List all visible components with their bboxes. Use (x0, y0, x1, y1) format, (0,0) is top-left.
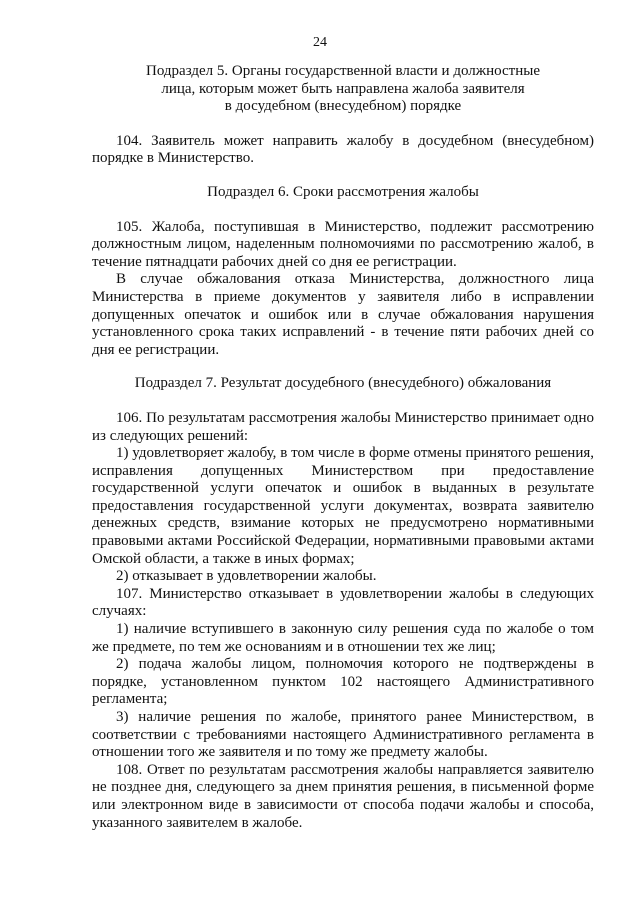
document-body (92, 63, 594, 832)
paragraph-105-appeal: В случае обжалования отказа Министерства, должностного лица Министерства в приеме документов у заявителя либо в исправлении допущенных опечаток и ошибок или в случае обжалования нарушения установленного срока таких исправлений - в течение пяти рабочих дней со дня ее регистрации. (92, 271, 594, 358)
subsection-5-heading: Подраздел 5. Органы государственной власти и должностные лица, которым может быть направлена жалоба заявителя в досудебном (внесудебном) порядке (146, 63, 540, 115)
paragraph-107: 107. Министерство отказывает в удовлетворении жалобы в следующих случаях: (92, 585, 594, 620)
subsection-6-heading: Подраздел 6. Сроки рассмотрения жалобы (207, 183, 479, 200)
paragraph-104: 104. Заявитель может направить жалобу в досудебном (внесудебном) порядке в Министерство. (92, 132, 594, 167)
paragraph-105: 105. Жалоба, поступившая в Министерство, подлежит рассмотрению должностным лицом, наделенным полномочиями по рассмотрению жалоб, в течение пятнадцати рабочих дней со дня ее регистрации. (92, 218, 594, 270)
paragraph-107-item-1: 1) наличие вступившего в законную силу решения суда по жалобе о том же предмете, по тем же основаниям и в отношении тех же лиц; (92, 621, 594, 655)
paragraph-107-item-2: 2) подача жалобы лицом, полномочия которого не подтверждены в порядке, установленном пунктом 102 настоящего Административного регламента; (92, 656, 594, 708)
paragraph-106-item-2: 2) отказывает в удовлетворении жалобы. (116, 568, 377, 585)
page-number: 24 (313, 35, 327, 50)
paragraph-106-item-1: 1) удовлетворяет жалобу, в том числе в форме отмены принятого решения, исправления допущенных Министерством при предоставление государственной услуги опечаток и ошибок в выданных в результате предоставления государственной услуги документах, возврата заявителю денежных средств, взимание которых не предусмотрено нормативными правовыми актами Российской Федерации, нормативными правовыми актами Омской области, а также в иных формах; (92, 445, 594, 567)
paragraph-107-item-3: 3) наличие решения по жалобе, принятого ранее Министерством, в соответствии с требованиями настоящего Административного регламента в отношении того же заявителя и по тому же предмету жалобы. (92, 709, 594, 761)
paragraph-108: 108. Ответ по результатам рассмотрения жалобы направляется заявителю не позднее дня, следующего за днем принятия решения, в письменной форме или электронном виде в зависимости от способа подачи жалобы и способа, указанного заявителем в жалобе. (92, 761, 594, 831)
subsection-7-heading: Подраздел 7. Результат досудебного (внесудебного) обжалования (134, 375, 552, 392)
paragraph-106: 106. По результатам рассмотрения жалобы Министерство принимает одно из следующих решений: (92, 409, 594, 444)
